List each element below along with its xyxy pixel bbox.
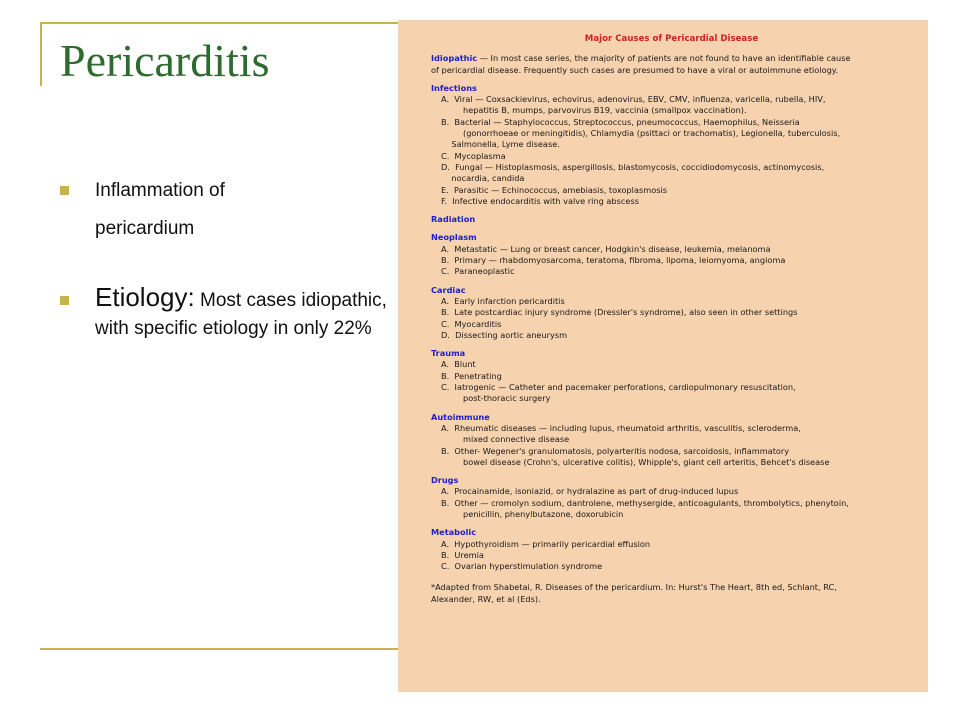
section-cardiac	[431, 285, 912, 341]
section-line: B. Penetrating	[441, 370, 502, 381]
section-heading: Cardiac	[431, 284, 466, 295]
section-heading: Radiation	[431, 214, 476, 225]
section-line: B. Other- Wegener's granulomatosis, polyarteritis nodosa, sarcoidosis, inflammatory	[441, 445, 790, 456]
section-line: post-thoracic surgery	[463, 393, 551, 404]
bullet-text: Most cases idiopathic, with specific etiology in only 22%	[95, 290, 387, 339]
section-line: Salmonella, Lyme disease.	[441, 139, 560, 150]
section-line: penicillin, phenylbutazone, doxorubicin	[463, 508, 624, 519]
section-line: nocardia, candida	[441, 173, 525, 184]
bullet-square-icon	[60, 186, 69, 195]
idiopathic-section	[431, 53, 912, 76]
section-metabolic	[431, 527, 912, 572]
bullet-list	[60, 172, 390, 343]
section-line: B. Primary — rhabdomyosarcoma, teratoma, fibroma, lipoma, leiomyoma, angioma	[441, 255, 786, 266]
section-heading: Metabolic	[431, 527, 477, 538]
section-line: E. Parasitic — Echinococcus, amebiasis, toxoplasmosis	[441, 184, 668, 195]
section-line: A. Procainamide, isoniazid, or hydralazine as part of drug-induced lupus	[441, 486, 739, 497]
bullet-text-line2: pericardium	[95, 218, 195, 239]
section-line: B. Late postcardiac injury syndrome (Dressler's syndrome), also seen in other settings	[441, 307, 798, 318]
section-heading: Neoplasm	[431, 232, 477, 243]
section-line: C. Paraneoplastic	[441, 266, 515, 277]
section-heading: Trauma	[431, 348, 466, 359]
section-line: (gonorrhoeae or meningitidis), Chlamydia (psittaci or trachomatis), Legionella, tuberculosis,	[463, 128, 841, 139]
bullet-lead: Etiology:	[95, 282, 195, 312]
section-line: B. Uremia	[441, 549, 484, 560]
section-line: A. Metastatic — Lung or breast cancer, Hodgkin's disease, leukemia, melanoma	[441, 243, 771, 254]
section-line: C. Myocarditis	[441, 318, 502, 329]
section-line: D. Dissecting aortic aneurysm	[441, 329, 568, 340]
slide-title: Pericarditis	[60, 35, 270, 86]
section-drugs	[431, 475, 912, 520]
footnote	[431, 582, 912, 605]
footnote-line-1: *Adapted from Shabetai, R. Diseases of the pericardium. In: Hurst's The Heart, 8th ed, Schlant, RC,	[431, 582, 837, 593]
accent-bottom-line	[40, 648, 400, 650]
bullet-text-line1: Inflammation of	[95, 180, 225, 201]
section-autoimmune	[431, 412, 912, 468]
section-line: hepatitis B, mumps, parvovirus B19, vaccinia (smallpox vaccination).	[463, 105, 747, 116]
section-line: F. Infective endocarditis with valve ring abscess	[441, 195, 639, 206]
section-line: A. Hypothyroidism — primarily pericardial effusion	[441, 538, 651, 549]
footnote-line-2: Alexander, RW, et al (Eds).	[431, 593, 541, 604]
section-line: A. Blunt	[441, 359, 476, 370]
section-line: B. Bacterial — Staphylococcus, Streptococcus, pneumococcus, Haemophilus, Neisseria	[441, 116, 800, 127]
section-heading-idiopathic: Idiopathic	[431, 53, 478, 64]
section-line: C. Ovarian hyperstimulation syndrome	[441, 561, 603, 572]
bullet-square-icon	[60, 296, 69, 305]
section-line: D. Fungal — Histoplasmosis, aspergillosis, blastomycosis, coccidiodomycosis, actinomycosis,	[441, 161, 825, 172]
table-title: Major Causes of Pericardial Disease	[584, 34, 759, 44]
section-line: mixed connective disease	[463, 434, 570, 445]
bullet-etiology	[60, 284, 390, 343]
accent-vertical-line	[40, 22, 42, 86]
section-line: A. Viral — Coxsackievirus, echovirus, adenovirus, EBV, CMV, influenza, varicella, rubella, HIV,	[441, 94, 826, 105]
section-line: bowel disease (Crohn's, ulcerative colitis), Whipple's, giant cell arteritis, Behcet's disease	[463, 456, 830, 467]
section-heading: Autoimmune	[431, 411, 490, 422]
idiopathic-text-2: of pericardial disease. Frequently such cases are presumed to have a viral or autoimmune etiology.	[431, 64, 839, 75]
sections-container	[431, 83, 912, 573]
causes-table-image	[398, 20, 928, 692]
section-infections	[431, 83, 912, 207]
section-line: A. Early infarction pericarditis	[441, 295, 565, 306]
section-heading: Infections	[431, 82, 477, 93]
section-trauma	[431, 348, 912, 404]
section-neoplasm	[431, 232, 912, 277]
section-radiation	[431, 214, 912, 225]
bullet-inflammation	[60, 172, 390, 248]
section-line: C. Iatrogenic — Catheter and pacemaker perforations, cardiopulmonary resuscitation,	[441, 382, 796, 393]
section-heading: Drugs	[431, 475, 459, 486]
section-line: C. Mycoplasma	[441, 150, 506, 161]
section-line: A. Rheumatic diseases — including lupus, rheumatoid arthritis, vasculitis, scleroderma,	[441, 422, 801, 433]
section-line: B. Other — cromolyn sodium, dantrolene, methysergide, anticoagulants, thrombolytics, phenytoin,	[441, 497, 849, 508]
idiopathic-text-1: — In most case series, the majority of patients are not found to have an identifiable cause	[477, 53, 851, 64]
accent-top-line	[40, 22, 400, 24]
